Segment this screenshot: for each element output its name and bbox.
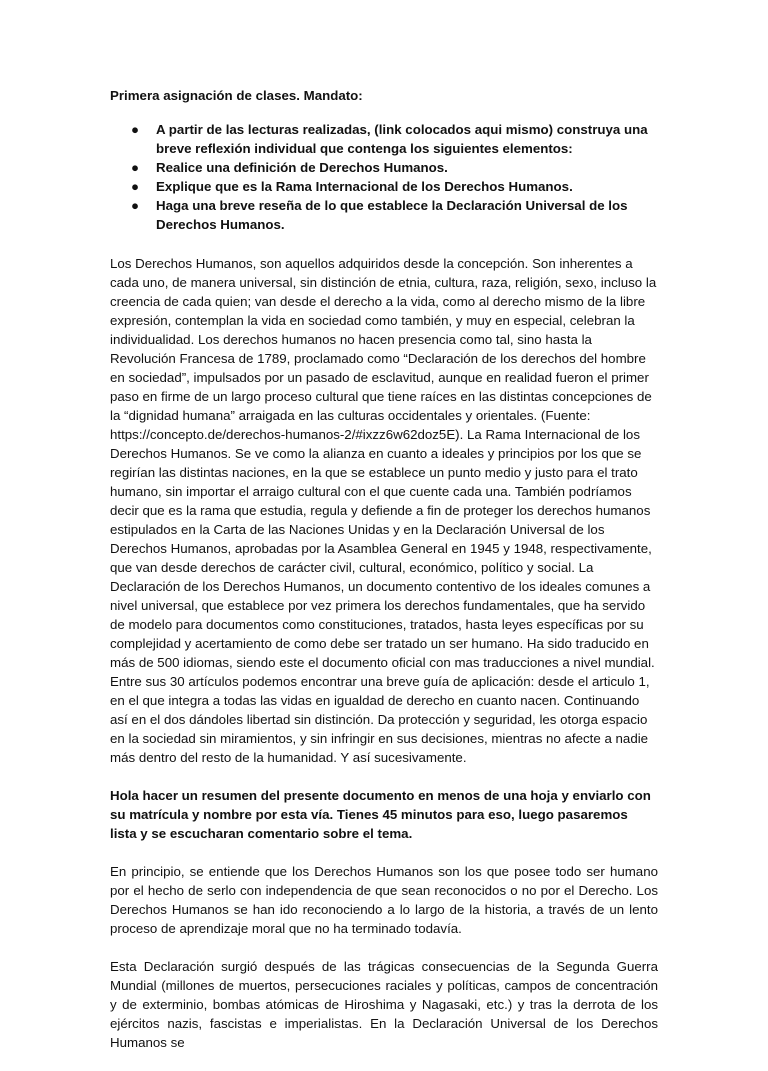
assignment-bullet-item <box>131 177 658 196</box>
assignment-bullet-text: Haga una breve reseña de lo que establece la Declaración Universal de los Derechos Humanos. <box>156 198 628 232</box>
bullet-dot-icon: ● <box>131 179 140 194</box>
bullet-dot-icon: ● <box>131 160 140 175</box>
assignment-bullet-item <box>131 120 658 158</box>
body-paragraph-principle: En principio, se entiende que los Derechos Humanos son los que posee todo ser humano por el hecho de serlo con independencia de que sean reconocidos o no por el Derecho. Los Derechos Humanos se han ido reconociendo a lo largo de la historia, a través de un lento proceso de aprendizaje moral que no ha terminado todavía. <box>110 864 658 936</box>
body-paragraph-definition: Los Derechos Humanos, son aquellos adquiridos desde la concepción. Son inherentes a cada uno, de manera universal, sin distinción de etnia, cultura, raza, religión, sexo, incluso la creencia de cada quien; van desde el derecho a la vida, como al derecho mismo de la libre expresión, contemplan la vida en sociedad como también, y muy en especial, celebran la individualidad. Los derechos humanos no hacen presencia como tal, sino hasta la Revolución Francesa de 1789, proclamado como “Declaración de los derechos del hombre en sociedad”, impulsados por un pasado de esclavitud, aunque en realidad fueron el primer paso en firme de un largo proceso cultural que tiene raíces en las distintas concepciones de la “dignidad humana” arraigada en las culturas occidentales y orientales. (Fuente: https://concepto.de/derechos-humanos-2/#ixzz6w62doz5E). La Rama Internacional de los Derechos Humanos. Se ve como la alianza en cuanto a ideales y principios por los que se regirían las distintas naciones, en la que se establece un punto medio y justo para el trato humano, sin importar el arraigo cultural con el que cuente cada una. También podríamos decir que es la rama que estudia, regula y defiende a fin de proteger los derechos humanos estipulados en la Carta de las Naciones Unidas y en la Declaración Universal de los Derechos Humanos, aprobadas por la Asamblea General en 1945 y 1948, respectivamente, que van desde derechos de carácter civil, cultural, económico, político y social. La Declaración de los Derechos Humanos, un documento contentivo de los ideales comunes a nivel universal, que establece por vez primera los derechos fundamentales, que ha servido de modelo para documentos como constituciones, tratados, hasta leyes específicas por su complejidad y acertamiento de como debe ser tratado un ser humano. Ha sido traducido en más de 500 idiomas, siendo este el documento oficial con mas traducciones a nivel mundial. Entre sus 30 artículos podemos encontrar una breve guía de aplicación: desde el articulo 1, en el que integra a todas las vidas en igualdad de derecho en cuanto nacen. Continuando así en el dos dándoles libertad sin distinción. Da protección y seguridad, les otorga espacio en la sociedad sin miramientos, y sin infringir en sus decisiones, mientras no afecte a nadie más dentro del resto de la humanidad. Y así sucesivamente. <box>110 256 657 765</box>
instruction-paragraph: Hola hacer un resumen del presente documento en menos de una hoja y enviarlo con su matrícula y nombre por esta vía. Tienes 45 minutos para eso, luego pasaremos lista y se escucharan comentario sobre el tema. <box>110 788 651 841</box>
assignment-bullet-text: Explique que es la Rama Internacional de los Derechos Humanos. <box>156 179 573 194</box>
assignment-title: Primera asignación de clases. Mandato: <box>110 88 363 103</box>
document-content <box>110 86 658 1071</box>
body-paragraph-declaration: Esta Declaración surgió después de las trágicas consecuencias de la Segunda Guerra Mundial (millones de muertos, persecuciones raciales y políticas, campos de concentración y de exterminio, bombas atómicas de Hiroshima y Nagasaki, etc.) y tras la derrota de los ejércitos nazis, fascistas e imperialistas. En la Declaración Universal de los Derechos Humanos se <box>110 959 658 1050</box>
assignment-bullet-item <box>131 158 658 177</box>
assignment-bullet-text: A partir de las lecturas realizadas, (link colocados aqui mismo) construya una breve reflexión individual que contenga los siguientes elementos: <box>156 122 648 156</box>
assignment-bullet-item <box>131 196 658 234</box>
assignment-bullet-list <box>110 120 658 234</box>
assignment-bullet-text: Realice una definición de Derechos Humanos. <box>156 160 448 175</box>
bullet-dot-icon: ● <box>131 198 140 213</box>
bullet-dot-icon: ● <box>131 122 140 137</box>
